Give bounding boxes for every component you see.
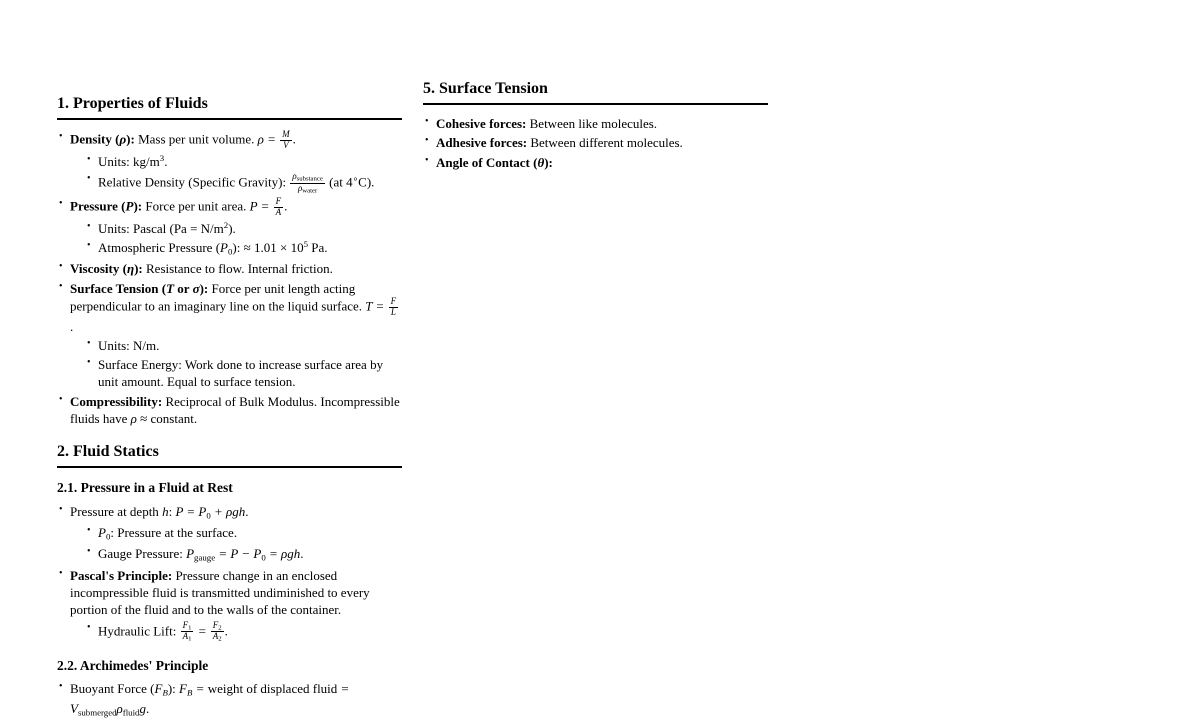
text-run: Relative Density (Specific Gravity): [98, 174, 290, 190]
sub-list [85, 524, 402, 565]
section-heading: 1. Properties of Fluids [57, 94, 402, 120]
fraction-denominator [389, 308, 399, 318]
fraction-denominator [211, 632, 224, 643]
text-run: Resistance to flow. Internal friction. [142, 261, 333, 277]
text-run: 0 [206, 510, 211, 521]
text-run: ρ [116, 700, 123, 716]
text-run: P [98, 525, 106, 541]
list-item [57, 260, 402, 277]
bullet-list [57, 503, 402, 644]
text-run: fluid [122, 707, 140, 718]
text-run: C). [358, 174, 375, 190]
subsection-heading: 2.1. Pressure in a Fluid at Rest [57, 480, 233, 496]
text-run: 0 [227, 246, 233, 257]
fraction [389, 297, 399, 318]
text-run: Density ( [70, 131, 120, 147]
text-run: + ρgh [210, 503, 246, 519]
text-run: Pressure change in an enclosed incompressible fluid is transmitted undiminished to every portion of the fluid and to the walls of the container. [70, 567, 370, 618]
fraction [280, 130, 292, 151]
text-run: F [154, 681, 163, 697]
text-run: P [125, 198, 134, 214]
text-run: weight of displaced fluid [207, 681, 338, 697]
sub-list-item [85, 337, 402, 354]
text-run: Units: N/m. [98, 337, 160, 353]
text-run: 5 [303, 238, 308, 249]
bullet-list [423, 115, 768, 171]
text-run: . [292, 131, 296, 147]
text-run: : [168, 503, 176, 519]
sub-list [85, 621, 402, 644]
text-run: ): [126, 131, 135, 147]
text-run: = [192, 681, 208, 697]
text-run: ): [134, 261, 143, 277]
list-item [57, 280, 402, 391]
text-run: = V [70, 681, 350, 716]
text-run: Between like molecules. [526, 116, 658, 132]
text-run: η [126, 261, 135, 277]
text-run: ): [133, 198, 143, 214]
text-run: P [186, 546, 195, 562]
text-run: g [139, 700, 146, 716]
text-run: Pressure ( [70, 198, 126, 214]
text-run: Pascal's Principle: [70, 567, 173, 583]
text-run: Viscosity ( [70, 261, 127, 277]
text-run: T [166, 280, 175, 296]
text-run: . [164, 153, 168, 169]
text-run: P [220, 239, 228, 255]
text-run: = ρgh [265, 546, 301, 562]
sub-list-item [85, 153, 402, 170]
list-item [57, 567, 402, 643]
text-run: ρ = [257, 131, 280, 147]
list-item [423, 134, 768, 151]
section-heading: 5. Surface Tension [423, 79, 768, 105]
text-run: 2 [223, 219, 229, 230]
text-run: h [162, 503, 169, 519]
text-run: A [182, 631, 189, 642]
sub-list-item [85, 621, 402, 644]
text-run: 0 [105, 531, 111, 542]
text-run: Mass per unit volume. [134, 131, 258, 147]
text-run: ): [167, 681, 180, 697]
text-run: Force per unit area. [142, 198, 250, 214]
text-run: P = P [175, 503, 207, 519]
fraction [274, 197, 284, 218]
text-run: . [245, 503, 249, 519]
fraction [211, 621, 224, 644]
text-run: Buoyant Force ( [70, 681, 155, 697]
text-run: . [145, 700, 150, 716]
text-run: L [390, 306, 396, 317]
list-item [423, 154, 768, 171]
text-run: water [302, 187, 318, 195]
section-heading: 2. Fluid Statics [57, 442, 402, 468]
text-run: T = [365, 298, 388, 314]
column-right [423, 79, 768, 173]
column-left [57, 94, 402, 721]
sub-list-item [85, 220, 402, 237]
fraction-denominator [181, 632, 194, 643]
list-item [57, 197, 402, 258]
text-run: V [283, 140, 289, 151]
text-run: A [212, 631, 219, 642]
text-run: 3 [159, 153, 165, 164]
text-run: M [282, 129, 290, 140]
text-run: F [182, 619, 189, 630]
text-run: Atmospheric Pressure ( [98, 239, 221, 255]
text-run: F [390, 295, 397, 306]
text-run: kg/m [133, 153, 160, 169]
text-run: Pa. [308, 239, 328, 255]
list-item [57, 393, 402, 428]
sub-list-item [85, 356, 402, 391]
text-run: F [275, 195, 282, 206]
text-run: gauge [194, 553, 216, 564]
bullet-list [57, 130, 402, 427]
text-run: 2 [218, 635, 222, 643]
fraction [181, 621, 194, 644]
text-run: θ [537, 154, 545, 170]
text-run: 1 [188, 624, 192, 631]
text-run: 2 [218, 624, 222, 631]
text-run: . [284, 198, 288, 214]
text-run: substance [296, 175, 323, 183]
text-run: ρ [119, 131, 127, 147]
text-run: : Pressure at the surface. [110, 525, 238, 541]
text-run: . [224, 622, 228, 638]
text-run: 1 [188, 635, 192, 643]
text-run: ≈ constant. [136, 410, 198, 426]
text-run: Cohesive forces: [436, 116, 527, 132]
text-run: Surface Tension ( [70, 280, 167, 296]
text-run: Reciprocal of Bulk Modulus. Incompressible fluids have [70, 393, 400, 426]
sub-list [85, 220, 402, 259]
sub-list-item [85, 239, 402, 258]
sub-list-item [85, 545, 402, 564]
sub-list-item [85, 524, 402, 543]
fraction-numerator [290, 172, 325, 184]
fraction-denominator [290, 184, 325, 195]
text-run: σ [192, 280, 200, 296]
text-run: Between different molecules. [527, 135, 683, 151]
text-run: B [162, 688, 168, 699]
text-run: Force per unit length acting perpendicular to an imaginary line on the liquid surface. [70, 280, 366, 314]
sub-list [85, 337, 402, 391]
list-item [57, 130, 402, 195]
subsection-heading: 2.2. Archimedes' Principle [57, 658, 209, 674]
text-run: ρ [297, 183, 303, 194]
text-run: . [70, 318, 74, 334]
text-run: (at 4 [325, 174, 353, 190]
list-item [57, 680, 402, 719]
text-run: Angle of Contact ( [436, 154, 538, 170]
text-run: 0 [261, 553, 266, 564]
sub-list-item [85, 172, 402, 195]
text-run: F [179, 681, 187, 697]
fraction [290, 172, 325, 195]
text-run: A [275, 206, 282, 217]
text-run: P = [249, 198, 273, 214]
text-run: = [194, 622, 210, 638]
text-run: Surface Energy: Work done to increase surface area by unit amount. Equal to surface tension. [98, 357, 384, 390]
list-item [423, 115, 768, 132]
text-run: B [187, 688, 193, 699]
text-run: Units: Pascal (Pa = N/m [98, 220, 224, 236]
text-run: ∘ [352, 173, 359, 184]
text-run: ). [228, 220, 236, 236]
list-item [57, 503, 402, 565]
text-run: Hydraulic Lift: [98, 622, 180, 638]
fraction-denominator [280, 141, 292, 151]
bullet-list [57, 680, 402, 719]
text-run: Gauge Pressure: [98, 546, 187, 562]
sub-list [85, 153, 402, 195]
text-run: Compressibility: [70, 393, 163, 409]
text-run: = P − P [215, 546, 262, 562]
text-run: ): ≈ 1.01 × 10 [232, 239, 304, 255]
text-run: Pressure at depth [70, 503, 163, 519]
text-run: . [300, 546, 304, 562]
text-run: ρ [130, 410, 137, 426]
text-run: F [212, 619, 219, 630]
fraction-denominator [274, 208, 284, 218]
text-run: submerged [77, 707, 117, 718]
text-run: Adhesive forces: [436, 135, 528, 151]
text-run: ): [199, 280, 209, 296]
text-run: Units: [98, 153, 134, 169]
text-run: or [174, 280, 193, 296]
text-run: ): [544, 154, 553, 170]
text-run: ρ [292, 171, 297, 182]
